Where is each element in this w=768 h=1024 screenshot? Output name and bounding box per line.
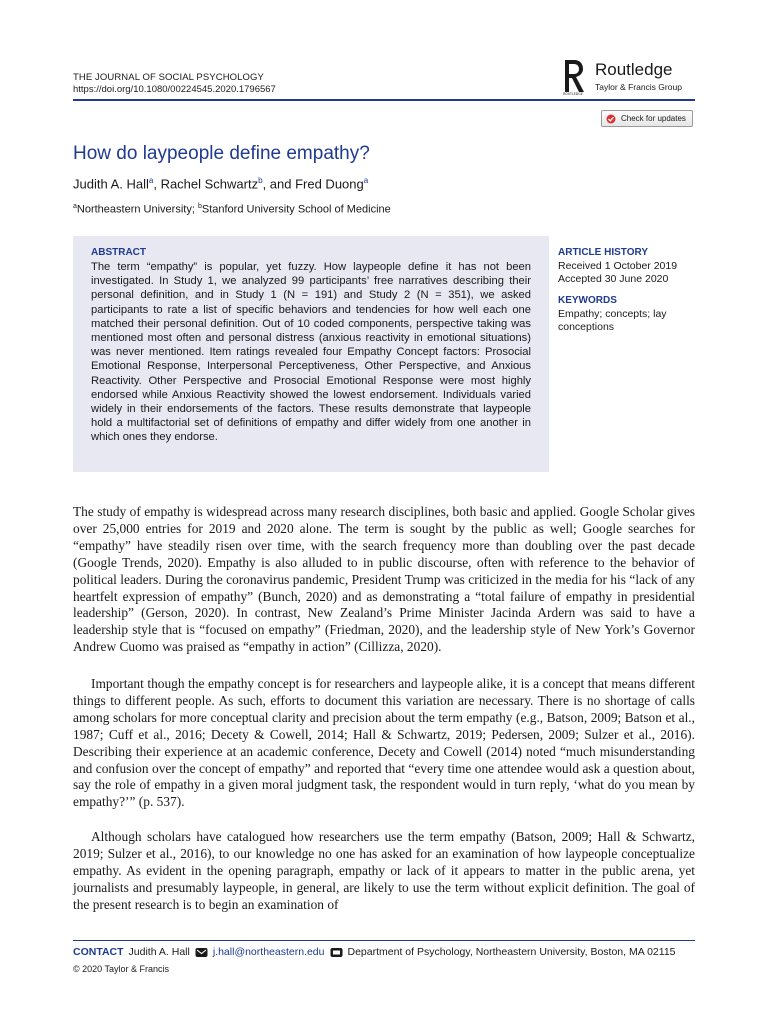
routledge-r-icon — [562, 58, 590, 96]
author-name: Fred Duong — [295, 176, 364, 192]
publisher-logo — [562, 58, 696, 96]
email-icon — [195, 947, 208, 958]
body-paragraph: Important though the empathy concept is for researchers and laypeople alike, it is a concept that means different things to different people. As such, efforts to document this variation are necessary. There is no shortage of calls among scholars for more conceptual clarity and precision about the term empathy (e.g., Batson, 2009; Batson et al., 1987; Cuff et al., 2016; Decety & Cowell, 2014; Hall & Schwartz, 2019; Pedersen, 2009; Sulzer et al., 2016). Describing their experience at an academic conference, Decety and Cowell (2014) noted “much misunderstanding and confusion over the concept of empathy” and reported that “every time one attendee would ask a question about, say the role of empathy in a given moral judgment task, the respondent would in turn reply, ‘what do you mean by empathy?’” (p. 537). — [73, 676, 695, 810]
affiliation-name: Northeastern University; — [76, 203, 198, 216]
author-list — [73, 176, 368, 191]
check-updates-label: Check for updates — [621, 114, 686, 123]
publisher-group: Taylor & Francis Group — [595, 82, 682, 92]
author-affiliation-mark[interactable]: a — [148, 176, 154, 185]
body-paragraph: The study of empathy is widespread across many research disciplines, both basic and applied. Google Scholar gives over 25,000 entries for 2019 and 2020 alone. The term is sought by the public as well; Google searches for “empathy” have steadily risen over time, with the search frequency more than doubling over the past decade (Google Trends, 2020). Empathy is also alluded to in public discourse, often with reference to the behavior of political leaders. During the coronavirus pandemic, President Trump was criticized in the media for his “lack of any heartfelt expression of empathy” (Bunch, 2020) and as demonstrating a “total failure of empathy in presidential leadership” (Gerson, 2020). In contrast, New Zealand’s Prime Minister Jacinda Ardern was said to have a leadership style that is “focused on empathy” (Friedman, 2020), and the leadership style of New York’s Governor Andrew Cuomo was praised as “empathy in action” (Cillizza, 2020). — [73, 504, 695, 655]
header-divider — [73, 99, 695, 101]
journal-name: THE JOURNAL OF SOCIAL PSYCHOLOGY — [73, 72, 264, 83]
article-history-heading: ARTICLE HISTORY — [558, 247, 649, 258]
author-name: Rachel Schwartz — [160, 176, 259, 192]
article-doi-link[interactable]: https://doi.org/10.1080/00224545.2020.1796567 — [73, 84, 276, 95]
abstract-text: The term “empathy” is popular, yet fuzzy. How laypeople define it has not been investigated. In Study 1, we analyzed 99 participants’ free narratives describing their personal definition, and in Study 1 (N = 191) and Study 2 (N = 351), we asked participants to rate a list of specific behaviors and tendencies for how well each one matched their personal definition. Out of 10 coded components, perspective taking was mentioned most often and personal distress (anxious reactivity in emotional situations) was never mentioned. Item ratings revealed four Empathy Concept factors: Prosocial Emotional Response, Interpersonal Perceptiveness, Other Perspective, and Anxious Reactivity. Other Perspective and Prosocial Emotional Response were most highly endorsed while Anxious Reactivity showed the lowest endorsement. Individuals varied widely in their endorsements of the factors. These results demonstrate that laypeople hold a multifactorial set of definitions of empathy and differ widely from one another in which ones they endorse. — [91, 261, 531, 444]
affiliation-mark: a — [73, 203, 77, 210]
contact-address: Department of Psychology, Northeastern University, Boston, MA 02115 — [347, 946, 676, 958]
affiliation-name: Stanford University School of Medicine — [201, 203, 391, 216]
affiliations — [73, 203, 391, 216]
article-title: How do laypeople define empathy? — [73, 143, 370, 164]
contact-email-link[interactable]: j.hall@northeastern.edu — [212, 946, 325, 958]
keywords-list: Empathy; concepts; lay conceptions — [558, 308, 667, 333]
body-paragraph: Although scholars have catalogued how researchers use the term empathy (Batson, 2009; Hall & Schwartz, 2019; Sulzer et al., 2016), to our knowledge no one has asked for an examination of how laypeople conceptualize empathy. As evident in the opening paragraph, empathy or lack of it appears to matter in the public arena, yet journalists and presumably laypeople, in general, are likely to use the term without explicit definition. The goal of the present research is to begin an examination of — [73, 829, 695, 912]
author-affiliation-mark[interactable]: a — [363, 176, 369, 185]
publisher-mark-text: ROUTLEDGE — [563, 92, 583, 96]
check-for-updates-button[interactable] — [601, 110, 693, 127]
copyright-notice: © 2020 Taylor & Francis — [73, 964, 170, 974]
author-affiliation-mark[interactable]: b — [258, 176, 263, 185]
received-date: Received 1 October 2019 — [558, 260, 678, 272]
check-updates-icon — [606, 114, 616, 124]
publisher-name: Routledge — [595, 60, 673, 79]
affiliation-mark: b — [197, 203, 202, 210]
author-name: Judith A. Hall — [73, 176, 149, 192]
author-separator: , and — [262, 176, 296, 192]
address-icon — [330, 947, 343, 958]
contact-label: CONTACT — [73, 946, 124, 958]
abstract-heading: ABSTRACT — [91, 247, 146, 258]
keywords-heading: KEYWORDS — [558, 295, 617, 306]
footer-divider — [73, 940, 695, 941]
contact-line — [73, 946, 676, 958]
contact-name: Judith A. Hall — [128, 946, 190, 958]
author-separator: , — [153, 176, 161, 192]
accepted-date: Accepted 30 June 2020 — [558, 273, 669, 285]
